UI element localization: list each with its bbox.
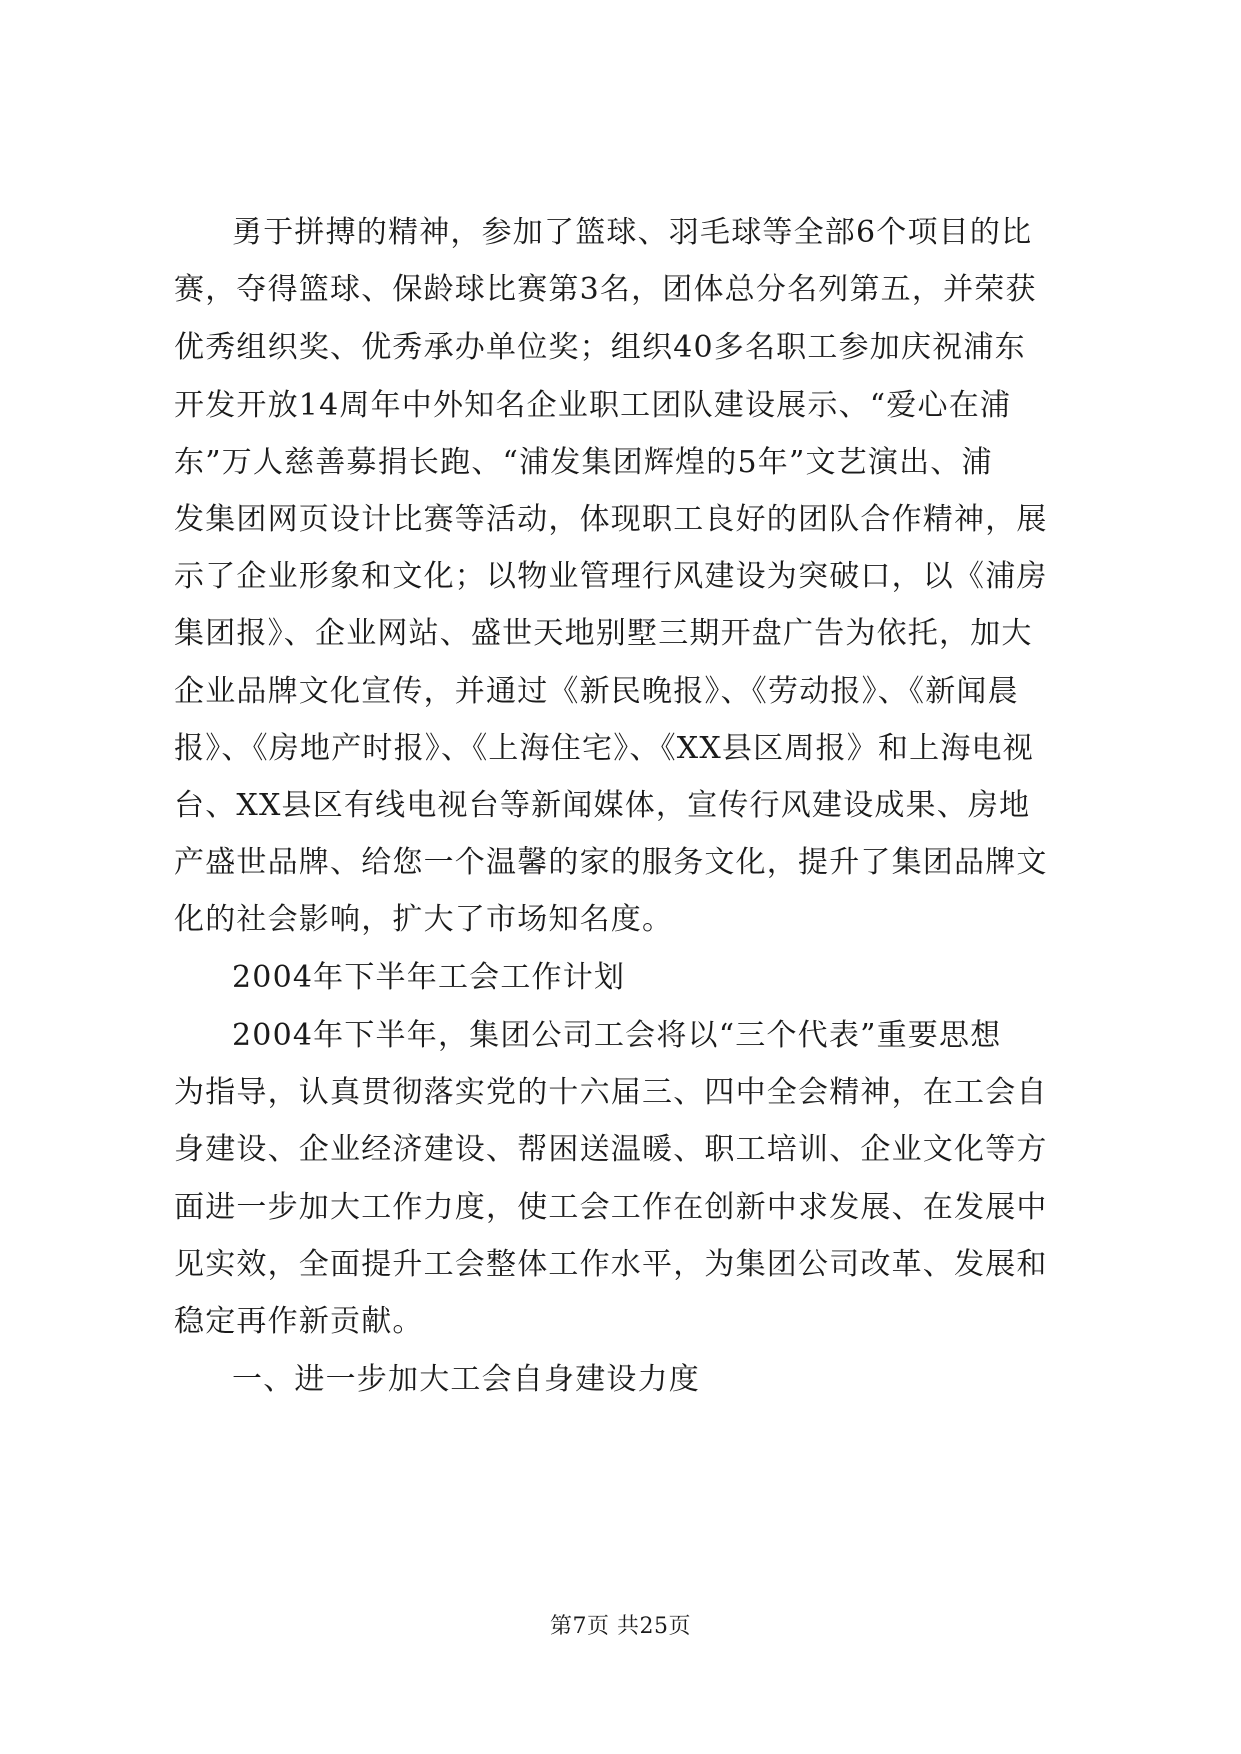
text-line: 赛，夺得篮球、保龄球比赛第3名，团体总分名列第五，并荣获 [174,272,1037,307]
text-line: 为指导，认真贯彻落实党的十六届三、四中全会精神，在工会自 [174,1075,1048,1110]
text-line: 面进一步加大工作力度，使工会工作在创新中求发展、在发展中 [174,1190,1048,1225]
text-line: 稳定再作新贡献。 [174,1304,424,1339]
text-line: 开发开放14周年中外知名企业职工团队建设展示、“爱心在浦 [174,388,1012,423]
text-line: 集团报》、企业网站、盛世天地别墅三期开盘广告为依托，加大 [174,616,1033,651]
text-line: 示了企业形象和文化；以物业管理行风建设为突破口，以《浦房 [174,559,1048,594]
text-line: 优秀组织奖、优秀承办单位奖；组织40多名职工参加庆祝浦东 [174,330,1026,365]
text-line: 化的社会影响，扩大了市场知名度。 [174,902,674,937]
text-line: 台、XX县区有线电视台等新闻媒体，宣传行风建设成果、房地 [174,788,1031,823]
section-heading: 2004年下半年工会工作计划 [232,960,626,995]
text-line: 东”万人慈善募捐长跑、“浦发集团辉煌的5年”文艺演出、浦 [174,445,993,480]
text-line: 企业品牌文化宣传，并通过《新民晚报》、《劳动报》、《新闻晨 [174,674,1019,709]
text-line: 身建设、企业经济建设、帮困送温暖、职工培训、企业文化等方 [174,1132,1048,1167]
text-line: 报》、《房地产时报》、《上海住宅》、《XX县区周报》和上海电视 [174,731,1034,766]
text-line: 发集团网页设计比赛等活动，体现职工良好的团队合作精神，展 [174,502,1048,537]
subsection-heading: 一、进一步加大工会自身建设力度 [232,1362,700,1397]
text-line: 见实效，全面提升工会整体工作水平，为集团公司改革、发展和 [174,1247,1048,1282]
page-number-footer: 第7页 共25页 [550,1614,691,1639]
text-line: 勇于拼搏的精神，参加了篮球、羽毛球等全部6个项目的比 [232,215,1033,250]
text-line: 产盛世品牌、给您一个温馨的家的服务文化，提升了集团品牌文 [174,845,1048,880]
text-line: 2004年下半年，集团公司工会将以“三个代表”重要思想 [232,1018,1002,1053]
